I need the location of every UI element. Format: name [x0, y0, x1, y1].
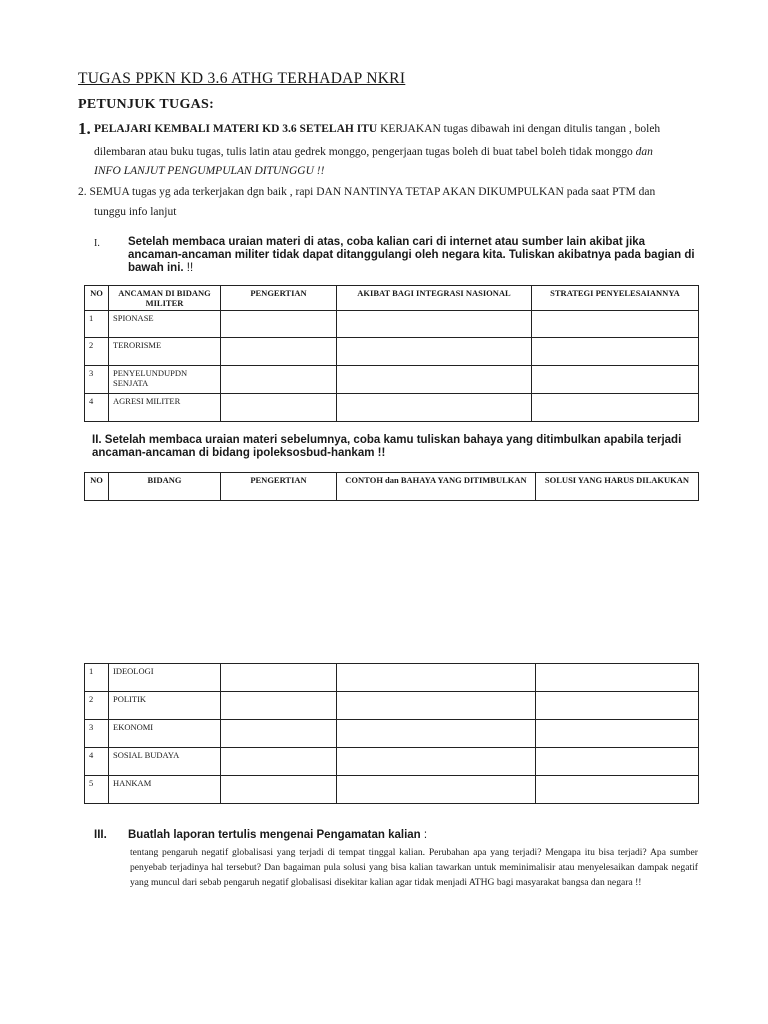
instruction-1-line-2-text: dilembaran atau buku tugas, tulis latin atau gedrek monggo, pengerjaan tugas boleh di buat tabel boleh tidak monggo: [94, 146, 633, 158]
answer-cell[interactable]: [536, 664, 699, 692]
answer-cell[interactable]: [532, 394, 699, 422]
answer-cell[interactable]: [536, 748, 699, 776]
answer-cell[interactable]: [337, 748, 536, 776]
row-label: SOSIAL BUDAYA: [109, 748, 221, 776]
military-threats-table: [84, 285, 699, 422]
row-label: IDEOLOGI: [109, 664, 221, 692]
section-iii-paragraph: tentang pengaruh negatif globalisasi yang terjadi di tempat tinggal kalian. Perubahan apa yang terjadi? Mengapa itu bisa terjadi? Apa sumber penyebab terjadinya hal tersebut? Dan bagaiman pula solusi yang bisa kalian tawarkan untuk meminimalisir atau menyelesaikan dampak negatif yang muncul dari sebab pengaruh negatif globalisasi disekitar kalian agar tidak menjadi ATHG bagi masyarakat bangsa dan negara !!: [130, 847, 698, 888]
table1-header-threat: ANCAMAN DI BIDANG MILITER: [109, 286, 221, 311]
table2-header-no: NO: [85, 473, 109, 501]
answer-cell[interactable]: [337, 776, 536, 804]
row-number: 1: [85, 311, 109, 338]
instruction-2-caps: DAN NANTINYA TETAP AKAN DIKUMPULKAN: [316, 186, 564, 198]
table-row: [85, 748, 699, 776]
row-label: EKONOMI: [109, 720, 221, 748]
table-row: [85, 720, 699, 748]
answer-cell[interactable]: [337, 311, 532, 338]
answer-cell[interactable]: [532, 311, 699, 338]
answer-cell[interactable]: [221, 776, 337, 804]
row-label: TERORISME: [109, 338, 221, 366]
row-number: 1: [85, 664, 109, 692]
answer-cell[interactable]: [221, 366, 337, 394]
table2-header-field: BIDANG: [109, 473, 221, 501]
instruction-1-bold: PELAJARI KEMBALI MATERI KD 3.6 SETELAH ITU: [94, 123, 378, 135]
table-row: [85, 338, 699, 366]
table2-header-definition: PENGERTIAN: [221, 473, 337, 501]
table2-header-solution: SOLUSI YANG HARUS DILAKUKAN: [536, 473, 699, 501]
answer-cell[interactable]: [532, 366, 699, 394]
instruction-1-line-3: INFO LANJUT PENGUMPULAN DITUNGGU !!: [94, 165, 325, 177]
row-number: 3: [85, 720, 109, 748]
row-label: AGRESI MILITER: [109, 394, 221, 422]
ipoleksosbud-rows-table: [84, 663, 699, 804]
answer-cell[interactable]: [536, 776, 699, 804]
table-row: [85, 311, 699, 338]
answer-cell[interactable]: [221, 394, 337, 422]
section-i-text: [128, 236, 698, 275]
answer-cell[interactable]: [337, 692, 536, 720]
row-label: POLITIK: [109, 692, 221, 720]
section-i-suffix: !!: [183, 262, 194, 274]
instruction-1-line-2-italic: dan: [635, 146, 653, 158]
instruction-2-line-2: tunggu info lanjut: [94, 206, 177, 218]
section-ii-text: II. Setelah membaca uraian materi sebelumnya, coba kamu tuliskan bahaya yang ditimbulkan apabila terjadi ancaman-ancaman di bidang ipoleksosbud-hankam !!: [92, 434, 682, 459]
section-i-body: Setelah membaca uraian materi di atas, coba kalian cari di internet atau sumber lain akibat jika ancaman-ancaman militer tidak dapat ditanggulangi oleh negara kita. Tuliskan akibatnya pada bagian di bawah ini.: [128, 236, 695, 274]
table-row: [85, 776, 699, 804]
table1-header-strategy: STRATEGI PENYELESAIANNYA: [532, 286, 699, 311]
table-row: [85, 692, 699, 720]
section-iii-colon: :: [420, 829, 428, 841]
answer-cell[interactable]: [221, 664, 337, 692]
instruction-2-prefix: 2. SEMUA tugas yg ada terkerjakan dgn baik , rapi: [78, 186, 314, 198]
instruction-1-number: 1.: [78, 119, 91, 138]
answer-cell[interactable]: [221, 720, 337, 748]
answer-cell[interactable]: [536, 720, 699, 748]
answer-cell[interactable]: [337, 394, 532, 422]
row-label: PENYELUNDUPDN SENJATA: [109, 366, 221, 394]
section-iii-heading: [128, 829, 427, 841]
answer-cell[interactable]: [532, 338, 699, 366]
section-iii-number: III.: [94, 829, 107, 841]
row-number: 5: [85, 776, 109, 804]
row-label: SPIONASE: [109, 311, 221, 338]
instruction-1-line-2: [94, 146, 653, 158]
answer-cell[interactable]: [337, 720, 536, 748]
table-row: [85, 366, 699, 394]
instructions-heading: PETUNJUK TUGAS:: [78, 97, 215, 112]
instruction-2-rest: pada saat PTM dan: [566, 186, 656, 198]
row-number: 2: [85, 338, 109, 366]
instruction-1-line-1: [94, 123, 660, 135]
row-number: 4: [85, 748, 109, 776]
row-number: 2: [85, 692, 109, 720]
table-row: [85, 664, 699, 692]
row-number: 3: [85, 366, 109, 394]
answer-cell[interactable]: [221, 748, 337, 776]
row-label: HANKAM: [109, 776, 221, 804]
answer-cell[interactable]: [337, 664, 536, 692]
ipoleksosbud-header-table: [84, 472, 699, 501]
table2-header-example: CONTOH dan BAHAYA YANG DITIMBULKAN: [337, 473, 536, 501]
instruction-1-caps: KERJAKAN: [380, 123, 441, 135]
answer-cell[interactable]: [337, 338, 532, 366]
table1-header-no: NO: [85, 286, 109, 311]
table1-header-definition: PENGERTIAN: [221, 286, 337, 311]
section-iii-heading-text: Buatlah laporan tertulis mengenai Pengamatan kalian: [128, 829, 421, 841]
answer-cell[interactable]: [221, 692, 337, 720]
instruction-1-rest: tugas dibawah ini dengan ditulis tangan , boleh: [443, 123, 661, 135]
answer-cell[interactable]: [337, 366, 532, 394]
answer-cell[interactable]: [221, 311, 337, 338]
answer-cell[interactable]: [221, 338, 337, 366]
page-title: TUGAS PPKN KD 3.6 ATHG TERHADAP NKRI: [78, 70, 406, 87]
instruction-2-line-1: [78, 186, 655, 198]
row-number: 4: [85, 394, 109, 422]
answer-cell[interactable]: [536, 692, 699, 720]
table-row: [85, 394, 699, 422]
section-i-number: I.: [94, 238, 100, 249]
table1-header-impact: AKIBAT BAGI INTEGRASI NASIONAL: [337, 286, 532, 311]
